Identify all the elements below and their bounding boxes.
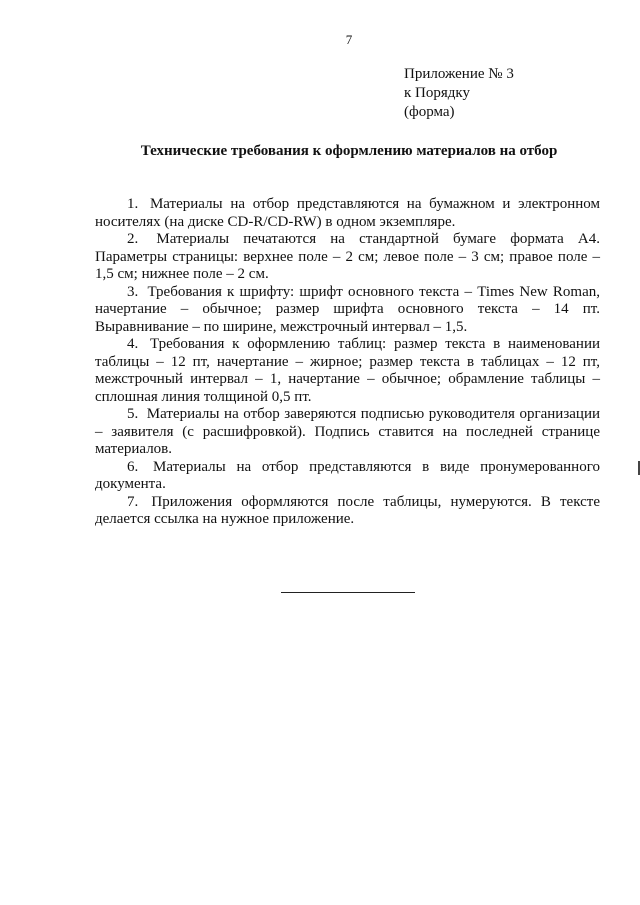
requirement-item	[95, 459, 600, 494]
item-number: 4.	[127, 336, 139, 352]
appendix-header	[404, 65, 514, 122]
item-number: 7.	[127, 493, 139, 510]
item-text: Приложения оформляются после таблицы, нумеруются. В тексте делается ссылка на нужное приложение.	[95, 493, 600, 527]
closing-divider	[281, 592, 415, 593]
page-number: 7	[345, 32, 353, 47]
requirement-item	[95, 406, 600, 459]
requirement-item	[95, 284, 600, 337]
appendix-line: Приложение № 3	[404, 66, 514, 82]
appendix-line: к Порядку	[404, 85, 470, 101]
item-text: Материалы на отбор представляются на бумажном и электронном носителях (на диске CD-R/CD-RW) в одном экземпляре.	[95, 196, 600, 230]
item-number: 5.	[127, 406, 139, 422]
item-text: Материалы печатаются на стандартной бумаге формата А4. Параметры страницы: верхнее поле – 2 см; левое поле – 3 см; правое поле – 1,5 см; нижнее поле – 2 см.	[95, 231, 600, 282]
item-number: 2.	[127, 231, 139, 247]
item-text: Требования к шрифту: шрифт основного текста – Times New Roman, начертание – обычное; размер шрифта основного текста – 14 пт. Выравнивание – по ширине, межстрочный интервал – 1,5.	[95, 283, 601, 335]
item-number: 3.	[127, 283, 139, 300]
requirements-list	[95, 196, 600, 529]
requirement-item	[95, 196, 600, 231]
requirement-item	[95, 231, 600, 284]
requirement-item	[95, 336, 600, 406]
document-title: Технические требования к оформлению материалов на отбор	[140, 143, 558, 159]
appendix-line: (форма)	[404, 104, 455, 120]
requirement-item	[95, 494, 600, 529]
item-number: 6.	[127, 458, 139, 475]
item-text: Материалы на отбор представляются в виде пронумерованного документа.	[95, 458, 600, 492]
item-text: Требования к оформлению таблиц: размер текста в наименовании таблицы – 12 пт, начертание – жирное; размер текста в таблицах – 12 пт, межстрочный интервал – 1, начертание – обычное; обрамление таблицы – сплошная линия толщиной 0,5 пт.	[95, 336, 601, 405]
item-text: Материалы на отбор заверяются подписью руководителя организации – заявителя (с расшифровкой). Подпись ставится на последней странице материалов.	[95, 406, 600, 457]
item-number: 1.	[127, 196, 139, 212]
